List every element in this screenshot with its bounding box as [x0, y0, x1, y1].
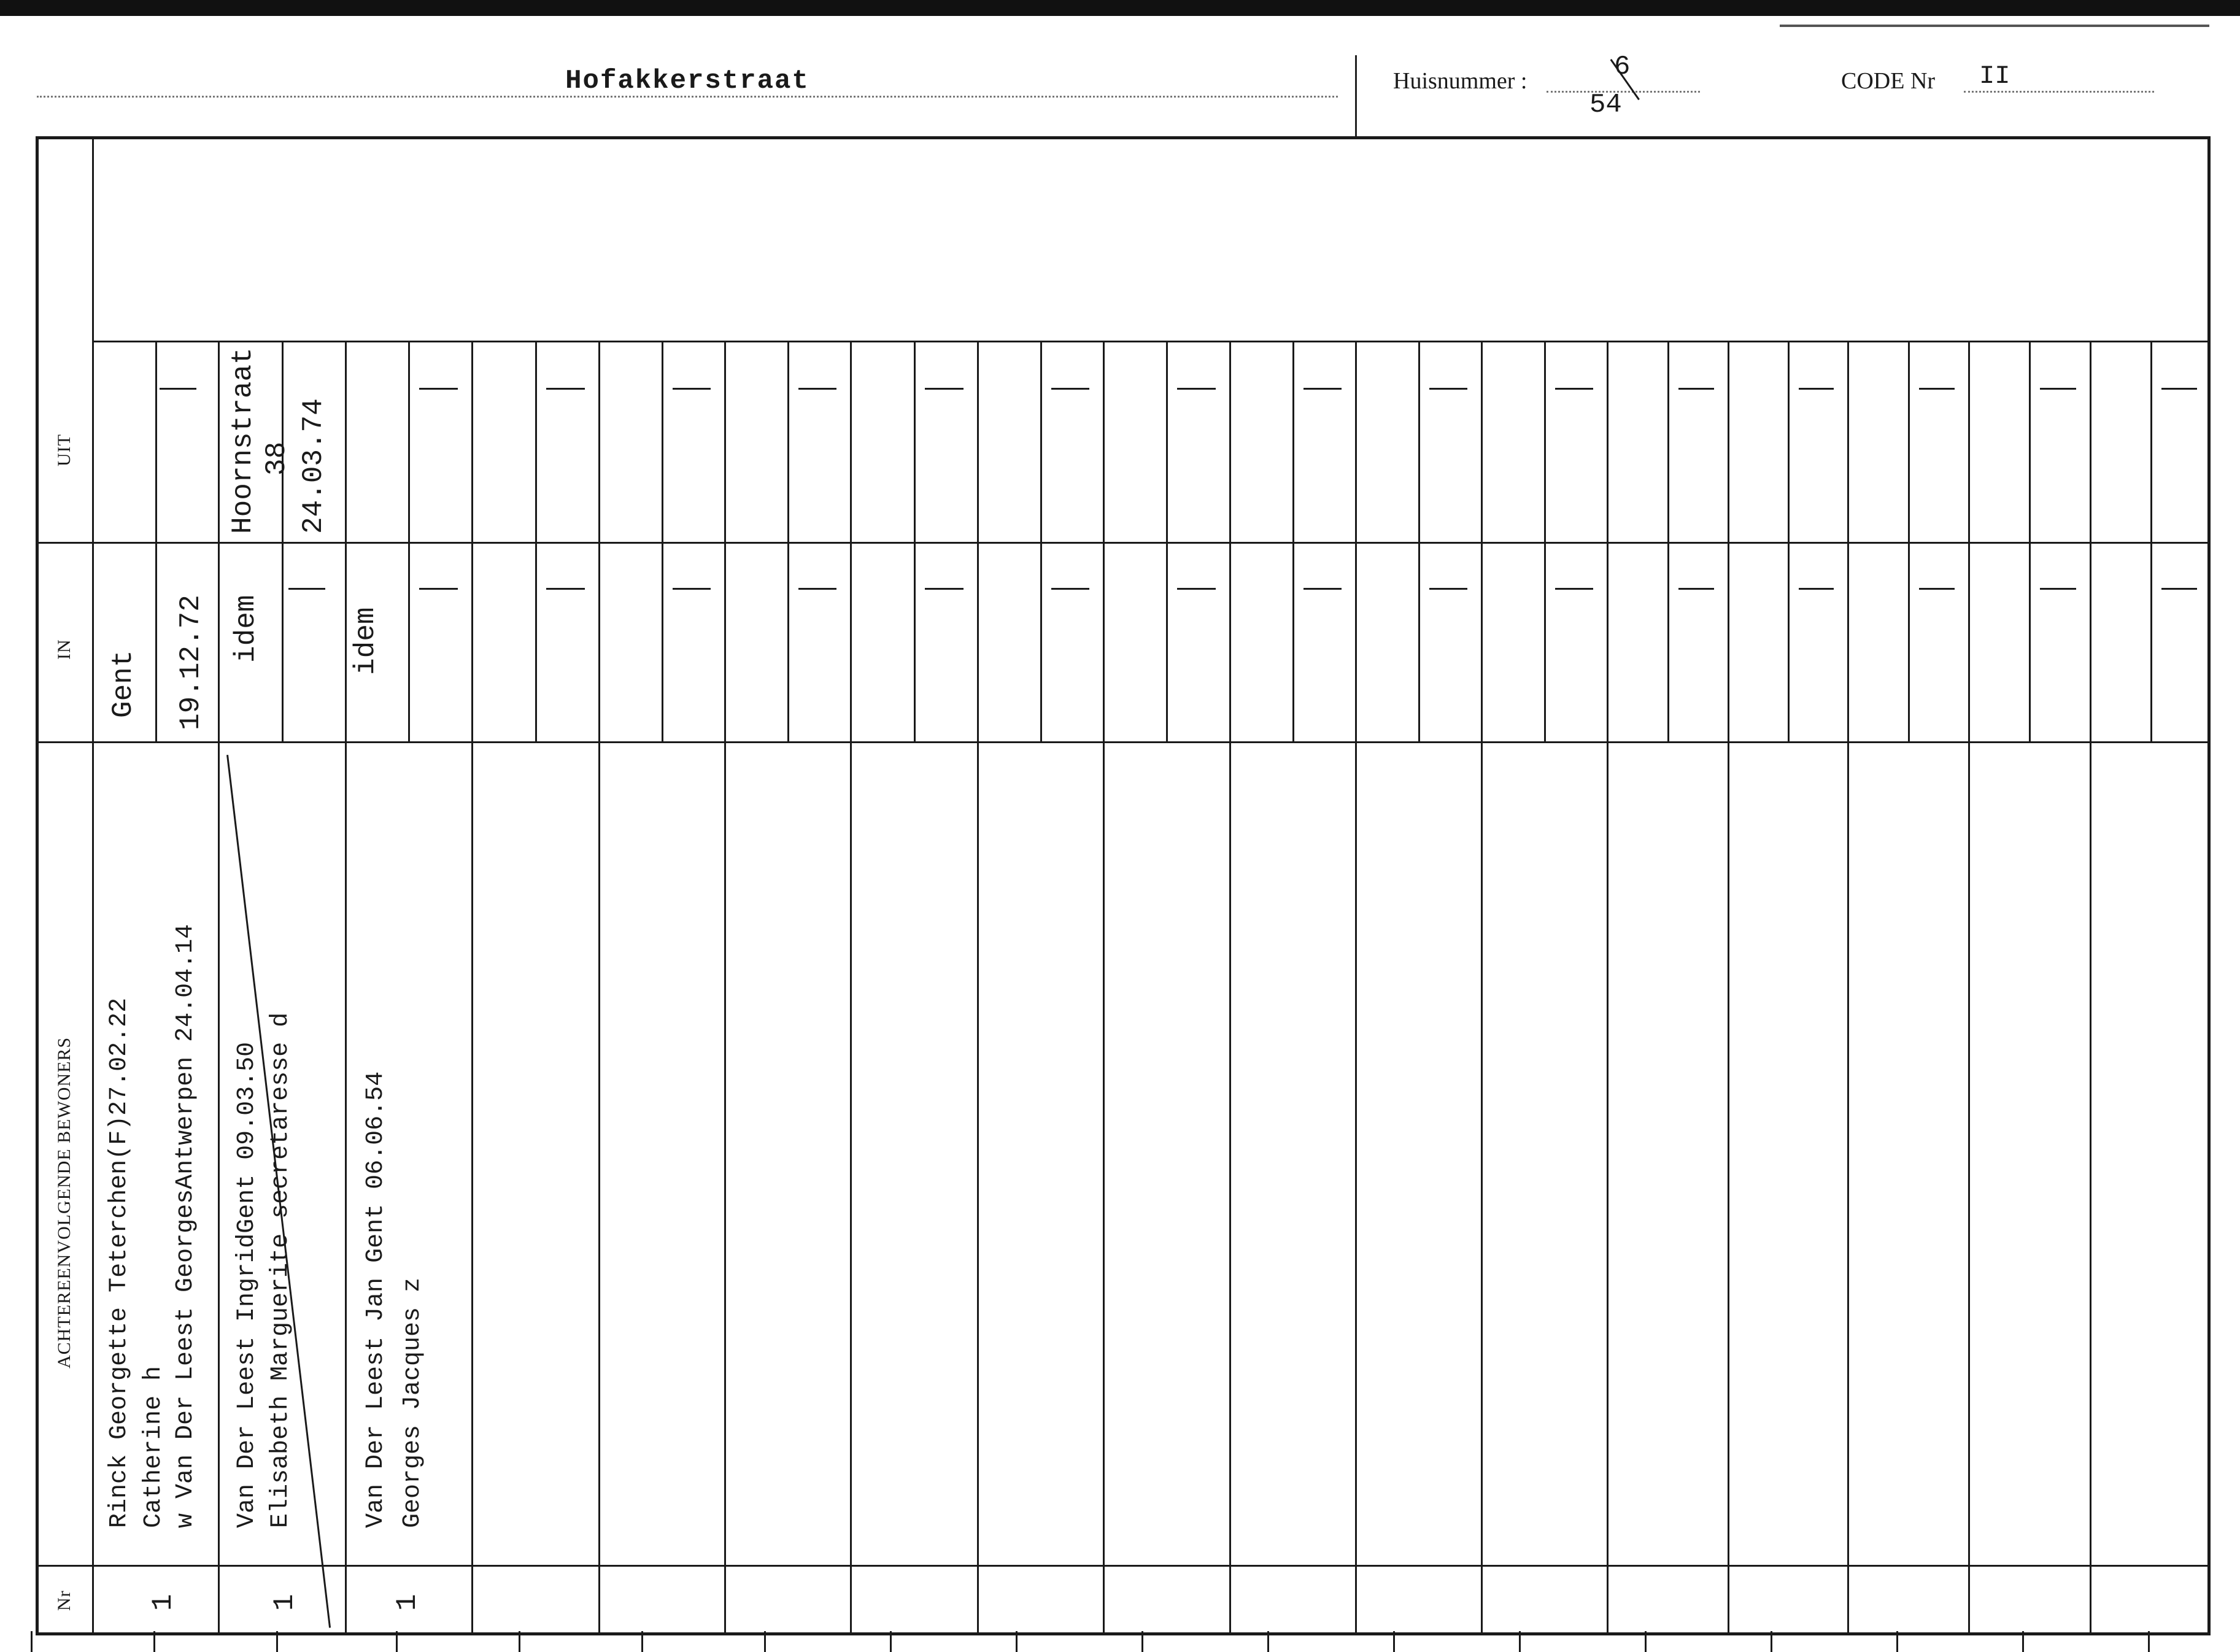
column-line — [850, 341, 852, 1635]
empty-cell-dash — [1177, 588, 1216, 590]
entry-1-in-date: 19.12.72 — [175, 595, 207, 730]
bottom-tick — [276, 1631, 278, 1652]
bottom-tick — [764, 1631, 766, 1652]
bottom-tick — [641, 1631, 643, 1652]
empty-cell-dash — [1799, 588, 1834, 590]
entry-2-out-place: Hoornstraat — [227, 347, 259, 534]
empty-cell-dash — [546, 388, 585, 390]
empty-cell-dash — [2161, 588, 2197, 590]
nr-label: Nr — [54, 1590, 74, 1611]
bottom-tick — [1393, 1631, 1395, 1652]
bottom-tick — [1141, 1631, 1143, 1652]
empty-cell-dash — [1177, 388, 1216, 390]
sub-column-line — [1166, 341, 1168, 741]
column-line — [1728, 341, 1729, 1635]
bottom-tick — [396, 1631, 398, 1652]
column-line — [1968, 341, 1970, 1635]
entry-1-in-place: Gent — [107, 650, 139, 718]
nr-top-line — [36, 1565, 2211, 1567]
house-number-new: 54 — [1589, 90, 1622, 120]
empty-cell-dash — [1303, 588, 1342, 590]
column-line — [2090, 341, 2091, 1635]
empty-cell-dash — [1555, 588, 1593, 590]
empty-cell-dash — [1678, 388, 1714, 390]
empty-cell-dash — [160, 388, 196, 390]
bottom-tick — [1016, 1631, 1018, 1652]
entry-1-resident-line-3: w Van Der Leest GeorgesAntwerpen 24.04.14 — [172, 924, 199, 1528]
empty-cell-dash — [1051, 588, 1089, 590]
sub-column-line — [408, 341, 410, 741]
bottom-tick — [153, 1631, 155, 1652]
empty-cell-dash — [1429, 388, 1467, 390]
column-line — [1481, 341, 1483, 1635]
sub-column-line — [2150, 341, 2152, 741]
bottom-tick — [1896, 1631, 1898, 1652]
scan-top-edge — [0, 0, 2240, 16]
entry-3-nr: 1 — [392, 1594, 423, 1611]
sub-column-line — [1418, 341, 1420, 741]
empty-cell-dash — [925, 388, 964, 390]
column-line — [1355, 341, 1357, 1635]
empty-cell-dash — [1303, 388, 1342, 390]
sub-column-line — [1667, 341, 1669, 741]
empty-cell-dash — [925, 588, 964, 590]
sub-column-line — [1292, 341, 1294, 741]
column-line — [218, 341, 220, 1635]
in-top-line — [36, 542, 2211, 544]
sub-column-line — [2029, 341, 2031, 741]
house-number-line — [1547, 91, 1700, 93]
bottom-tick — [31, 1631, 33, 1652]
code-label: CODE Nr — [1841, 68, 1936, 94]
sub-column-line — [787, 341, 789, 741]
entry-2-resident-line-2: Elisabeth Marguerite secretaresse d — [267, 1012, 295, 1528]
empty-cell-dash — [798, 388, 836, 390]
in-label: IN — [54, 639, 74, 660]
column-line — [724, 341, 726, 1635]
empty-cell-dash — [798, 588, 836, 590]
bottom-tick — [2148, 1631, 2150, 1652]
bottom-tick — [1267, 1631, 1269, 1652]
entry-1-resident-line-2: Catherine h — [140, 1365, 168, 1528]
column-line — [1847, 341, 1849, 1635]
entry-2-in-place: idem — [230, 595, 262, 663]
street-name: Hofakkerstraat — [37, 66, 1338, 98]
empty-cell-dash — [1051, 388, 1089, 390]
empty-cell-dash — [546, 588, 585, 590]
empty-cell-dash — [1919, 588, 1955, 590]
house-number-old: 6 — [1614, 52, 1631, 82]
column-line — [345, 341, 347, 1635]
sub-column-line — [155, 341, 157, 741]
sub-column-line — [1908, 341, 1910, 741]
column-line — [977, 341, 979, 1635]
column-line — [1229, 341, 1231, 1635]
house-number-label: Huisnummer : — [1393, 68, 1527, 94]
entry-3-resident-line-1: Van Der Leest Jan Gent 06.06.54 — [362, 1071, 390, 1528]
sub-column-line — [1788, 341, 1790, 741]
empty-cell-dash — [419, 388, 458, 390]
bottom-tick — [890, 1631, 892, 1652]
sub-column-line — [1544, 341, 1546, 741]
label-column-line — [92, 136, 94, 1635]
entry-3-in-place: idem — [350, 607, 382, 675]
sub-column-line — [662, 341, 663, 741]
empty-cell-dash — [673, 588, 711, 590]
bottom-tick — [1519, 1631, 1521, 1652]
bottom-tick — [2022, 1631, 2024, 1652]
scan-artifact-line — [1780, 25, 2209, 27]
code-line — [1964, 91, 2154, 93]
sub-column-line — [1040, 341, 1042, 741]
entry-2-resident-line-1: Van Der Leest IngridGent 09.03.50 — [233, 1041, 261, 1528]
sub-column-line — [535, 341, 537, 741]
entry-2-out-date: 24.03.74 — [298, 398, 330, 534]
bottom-tick — [1771, 1631, 1772, 1652]
column-line — [1607, 341, 1609, 1635]
empty-cell-dash — [2040, 588, 2076, 590]
empty-cell-dash — [1429, 588, 1467, 590]
bottom-tick — [519, 1631, 520, 1652]
column-line — [1103, 341, 1105, 1635]
empty-cell-dash — [1919, 388, 1955, 390]
empty-cell-dash — [1555, 388, 1593, 390]
residents-label: ACHTEREENVOLGENDE BEWONERS — [54, 1036, 74, 1368]
empty-cell-dash — [2040, 388, 2076, 390]
bottom-tick — [1645, 1631, 1647, 1652]
column-line — [598, 341, 600, 1635]
empty-cell-dash — [1799, 388, 1834, 390]
header-divider — [1355, 55, 1357, 136]
sub-column-line — [282, 341, 284, 741]
empty-cell-dash — [1678, 588, 1714, 590]
sub-column-line — [914, 341, 916, 741]
entry-2-out-number: 38 — [261, 441, 293, 476]
empty-cell-dash — [673, 388, 711, 390]
empty-cell-dash — [2161, 388, 2197, 390]
empty-cell-dash — [419, 588, 458, 590]
uit-label: UIT — [54, 434, 74, 466]
entry-1-resident-line-1: Rinck Georgette Teterchen(F)27.02.22 — [106, 997, 133, 1528]
entry-3-resident-line-2: Georges Jacques z — [399, 1277, 427, 1528]
entry-2-nr: 1 — [269, 1594, 301, 1611]
code-value: II — [1979, 61, 2010, 91]
column-line — [471, 341, 473, 1635]
empty-cell-dash — [288, 588, 325, 590]
residents-top-line — [36, 741, 2211, 743]
entry-1-nr: 1 — [147, 1594, 179, 1611]
